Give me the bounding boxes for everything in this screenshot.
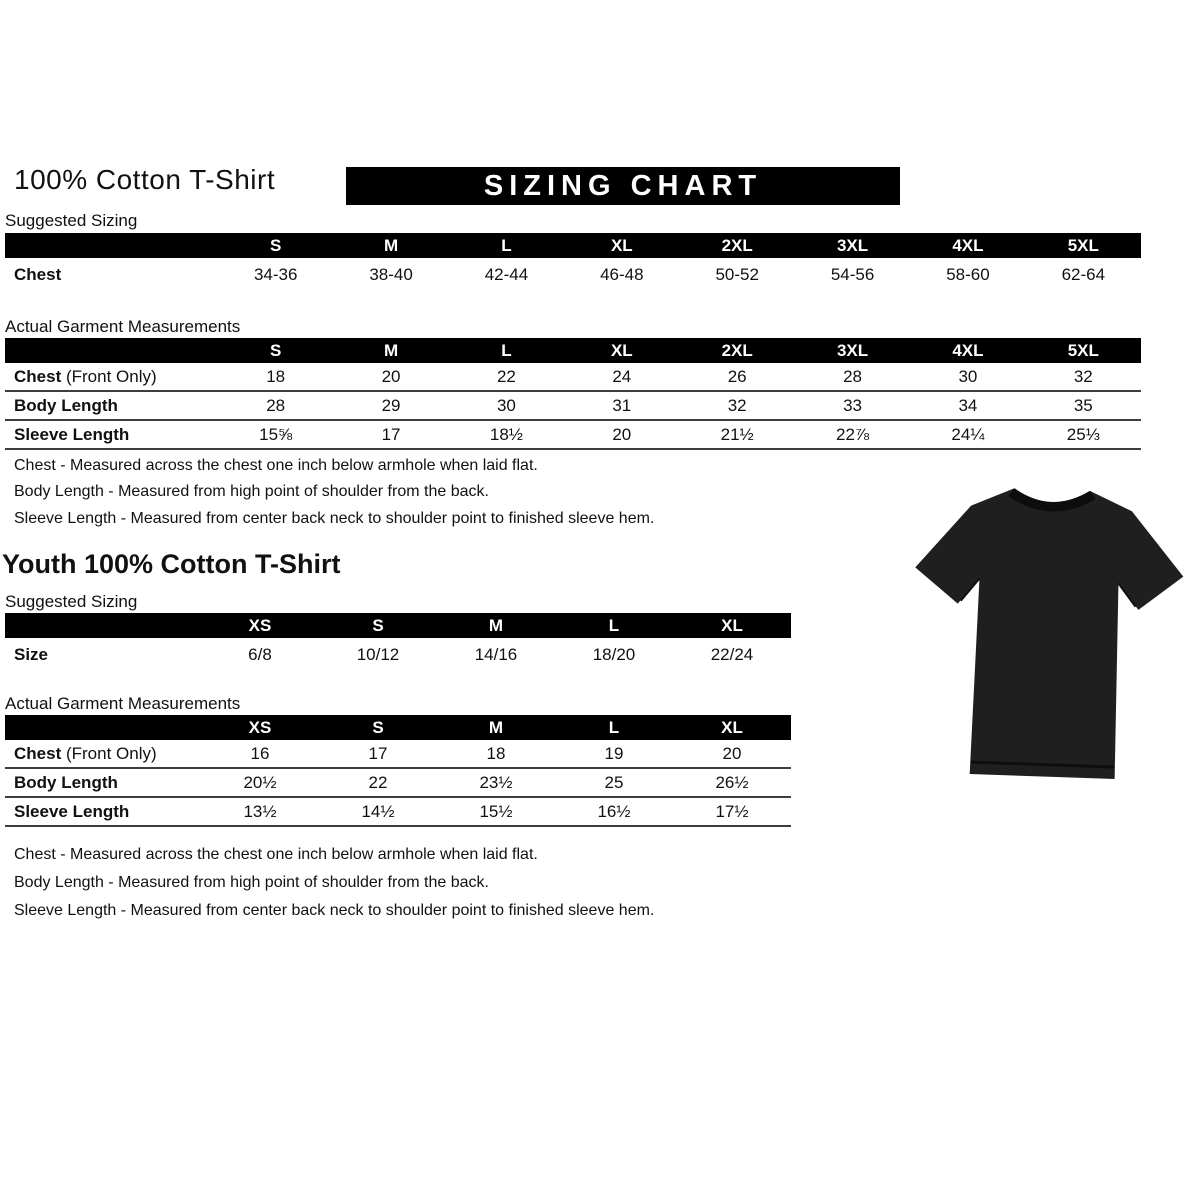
size-header-3xl: 3XL bbox=[836, 340, 869, 360]
cell: 14/16 bbox=[474, 644, 518, 664]
adult-note-sleeve-length: Sleeve Length - Measured from center back neck to shoulder point to finished sleeve hem. bbox=[14, 510, 655, 527]
cell: 30 bbox=[496, 395, 516, 415]
cell: 22 bbox=[368, 772, 388, 792]
size-header-2xl: 2XL bbox=[721, 340, 753, 360]
row-label bbox=[5, 367, 218, 387]
cell: 17½ bbox=[715, 801, 749, 821]
black-tshirt-graphic bbox=[898, 464, 1196, 816]
adult-chest-row bbox=[5, 258, 1141, 291]
cell: 34 bbox=[958, 395, 978, 415]
row-label-main: Sleeve Length bbox=[14, 801, 130, 821]
youth-size-row bbox=[5, 638, 791, 671]
row-label-main: Body Length bbox=[14, 772, 118, 792]
size-header-4xl: 4XL bbox=[952, 235, 984, 255]
size-header-xl: XL bbox=[721, 615, 743, 635]
youth-title: Youth 100% Cotton T-Shirt bbox=[2, 549, 341, 579]
adult-actual-table bbox=[5, 338, 1141, 450]
size-header-l: L bbox=[608, 717, 620, 737]
cell: 25⅓ bbox=[1066, 424, 1100, 444]
cell: 18/20 bbox=[592, 644, 636, 664]
cell: 16½ bbox=[597, 801, 631, 821]
cell: 29 bbox=[381, 395, 401, 415]
size-header-m: M bbox=[383, 235, 399, 255]
size-header-s: S bbox=[372, 717, 384, 737]
cell: 20 bbox=[722, 743, 742, 763]
row-label-suffix: (Front Only) bbox=[61, 366, 157, 386]
adult-suggested-table bbox=[5, 233, 1141, 291]
cell: 42-44 bbox=[484, 264, 529, 284]
cell: 33 bbox=[843, 395, 863, 415]
cell: 20½ bbox=[243, 772, 277, 792]
row-label-main: Chest bbox=[14, 743, 62, 763]
size-header-l: L bbox=[501, 235, 512, 255]
cell: 10/12 bbox=[356, 644, 400, 664]
size-header-m: M bbox=[383, 340, 399, 360]
youth-actual-measurements-label: Actual Garment Measurements bbox=[5, 694, 241, 713]
cell: 25 bbox=[604, 772, 624, 792]
cell: 34-36 bbox=[253, 264, 298, 284]
size-header-xs: XS bbox=[248, 615, 272, 635]
youth-suggested-header-row bbox=[5, 613, 791, 638]
cell: 23½ bbox=[479, 772, 513, 792]
cell: 30 bbox=[958, 366, 978, 386]
cell: 28 bbox=[843, 366, 863, 386]
youth-suggested-sizing-label: Suggested Sizing bbox=[5, 592, 138, 611]
size-header-xs: XS bbox=[248, 717, 272, 737]
row-label: Size bbox=[14, 644, 49, 664]
cell: 28 bbox=[266, 395, 286, 415]
row-label bbox=[5, 396, 218, 416]
size-header-2xl: 2XL bbox=[721, 235, 753, 255]
cell: 35 bbox=[1073, 395, 1093, 415]
cell: 15⅝ bbox=[259, 424, 293, 444]
size-header-4xl: 4XL bbox=[952, 340, 984, 360]
adult-note-body-length: Body Length - Measured from high point of shoulder from the back. bbox=[14, 483, 489, 500]
cell: 21½ bbox=[720, 424, 754, 444]
row-label-main: Chest bbox=[14, 366, 62, 386]
youth-actual-table bbox=[5, 715, 791, 827]
row-label-main: Body Length bbox=[14, 395, 118, 415]
cell: 18½ bbox=[489, 424, 523, 444]
cell: 17 bbox=[381, 424, 401, 444]
row-label-main: Sleeve Length bbox=[14, 424, 130, 444]
size-header-m: M bbox=[488, 717, 504, 737]
adult-chest-front-only-row bbox=[5, 363, 1141, 392]
cell: 22⅞ bbox=[836, 424, 870, 444]
size-header-5xl: 5XL bbox=[1067, 340, 1099, 360]
tshirt-body bbox=[908, 485, 1186, 781]
cell: 18 bbox=[486, 743, 506, 763]
adult-suggested-sizing-label: Suggested Sizing bbox=[5, 211, 138, 230]
cell: 54-56 bbox=[830, 264, 875, 284]
cell: 24 bbox=[612, 366, 632, 386]
cell: 16 bbox=[250, 743, 270, 763]
size-header-s: S bbox=[270, 235, 282, 255]
cell: 38-40 bbox=[369, 264, 413, 284]
row-label-suffix: (Front Only) bbox=[61, 743, 157, 763]
size-header-xl: XL bbox=[610, 235, 633, 255]
cell: 22/24 bbox=[710, 644, 754, 664]
cell: 32 bbox=[727, 395, 747, 415]
adult-body-length-row bbox=[5, 392, 1141, 421]
youth-chest-front-only-row bbox=[5, 740, 791, 769]
adult-actual-measurements-label: Actual Garment Measurements bbox=[5, 317, 241, 336]
sizing-chart-banner: SIZING CHART bbox=[346, 167, 900, 205]
size-header-m: M bbox=[488, 615, 504, 635]
size-header-xl: XL bbox=[721, 717, 743, 737]
size-header-l: L bbox=[608, 615, 620, 635]
adult-title: 100% Cotton T-Shirt bbox=[14, 164, 276, 195]
cell: 6/8 bbox=[248, 644, 272, 664]
cell: 17 bbox=[368, 743, 388, 763]
cell: 58-60 bbox=[946, 264, 990, 284]
adult-actual-header-row bbox=[5, 338, 1141, 363]
row-label bbox=[5, 773, 201, 793]
row-label bbox=[5, 425, 218, 445]
row-label: Chest bbox=[14, 264, 62, 284]
cell: 26 bbox=[727, 366, 747, 386]
cell: 31 bbox=[612, 395, 632, 415]
cell: 14½ bbox=[361, 801, 395, 821]
adult-note-chest: Chest - Measured across the chest one inch below armhole when laid flat. bbox=[14, 457, 538, 474]
tshirt-svg bbox=[898, 464, 1196, 816]
cell: 32 bbox=[1073, 366, 1093, 386]
cell: 22 bbox=[496, 366, 516, 386]
youth-actual-header-row bbox=[5, 715, 791, 740]
youth-note-body-length: Body Length - Measured from high point of shoulder from the back. bbox=[14, 874, 489, 891]
cell: 20 bbox=[612, 424, 632, 444]
cell: 18 bbox=[266, 366, 286, 386]
youth-suggested-table bbox=[5, 613, 791, 671]
youth-body-length-row bbox=[5, 769, 791, 798]
size-header-l: L bbox=[501, 340, 512, 360]
cell: 20 bbox=[381, 366, 401, 386]
youth-note-chest: Chest - Measured across the chest one inch below armhole when laid flat. bbox=[14, 846, 538, 863]
youth-sleeve-length-row bbox=[5, 798, 791, 827]
row-label bbox=[5, 744, 201, 764]
size-header-s: S bbox=[372, 615, 384, 635]
adult-suggested-header-row bbox=[5, 233, 1141, 258]
cell: 13½ bbox=[243, 801, 277, 821]
cell: 46-48 bbox=[600, 264, 644, 284]
cell: 62-64 bbox=[1061, 264, 1106, 284]
cell: 26½ bbox=[715, 772, 749, 792]
cell: 24¼ bbox=[951, 424, 985, 444]
adult-sleeve-length-row bbox=[5, 421, 1141, 450]
size-header-xl: XL bbox=[610, 340, 633, 360]
size-header-5xl: 5XL bbox=[1067, 235, 1099, 255]
cell: 15½ bbox=[479, 801, 513, 821]
size-header-3xl: 3XL bbox=[836, 235, 869, 255]
cell: 19 bbox=[604, 743, 624, 763]
row-label bbox=[5, 802, 201, 822]
youth-note-sleeve-length: Sleeve Length - Measured from center back neck to shoulder point to finished sleeve hem. bbox=[14, 902, 655, 919]
size-header-s: S bbox=[270, 340, 282, 360]
cell: 50-52 bbox=[715, 264, 759, 284]
